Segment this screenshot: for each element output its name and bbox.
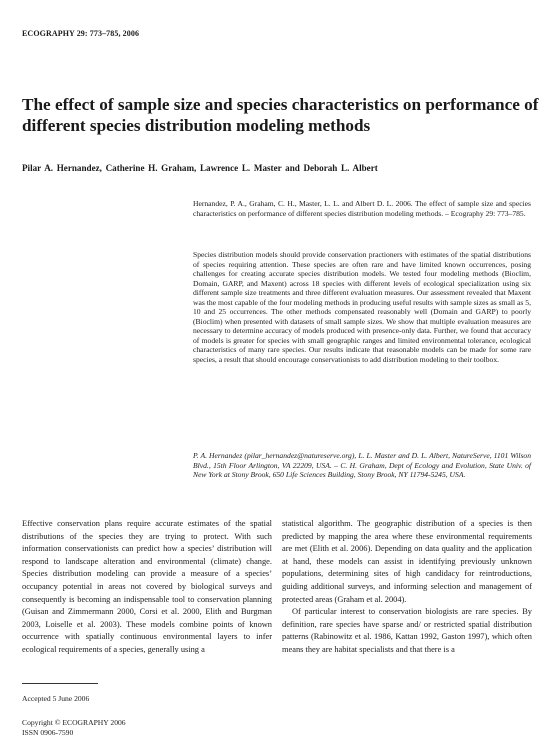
- journal-header: ECOGRAPHY 29: 773–785, 2006: [22, 29, 140, 38]
- body-column-left: [22, 518, 272, 657]
- author-list: Pilar A. Hernandez, Catherine H. Graham, Lawrence L. Master and Deborah L. Albert: [22, 163, 378, 173]
- body-paragraph: statistical algorithm. The geographic distribution of a species is then predicted by mapping the area where these environmental requirements are met (Elith et al. 2006). Depending on data quality and the application at hand, these models can assist in identifying previously unknown populations, determining sites of high candidacy for reintroductions, guiding additional surveys, and informing selection and management of protected areas (Graham et al. 2004).: [282, 519, 532, 604]
- footnote-divider: [22, 683, 98, 684]
- body-paragraph: Effective conservation plans require accurate estimates of the spatial distributions of the species they are trying to protect. With such information conservationists can predict how a species’ distribution will respond to landscape alteration and environmental (climate) change. Species distribution modeling can provide a measure of a species’ occupancy potential in areas not covered by biological surveys and consequently is becoming an indispensable tool to conservation planning (Guisan and Zimmermann 2000, Corsi et al. 2000, Elith and Burgman 2003, Loiselle et al. 2003). These models combine points of known occurrence with spatially continuous environmental layers to infer ecological requirements of a species, generally using a: [22, 519, 272, 654]
- article-title: The effect of sample size and species characteristics on performance of different species distribution modeling methods: [22, 95, 539, 135]
- body-paragraph: Of particular interest to conservation biologists are rare species. By definition, rare species have sparse and/ or restricted spatial distribution patterns (Rabinowitz et al. 1986, Kattan 1992, Gaston 1997), which often means they are habitat specialists and that there is a: [282, 607, 532, 654]
- author-address: P. A. Hernandez (pilar_hernandez@natureserve.org), L. L. Master and D. L. Albert, NatureServe, 1101 Wilson Blvd., 15th Floor Arlington, VA 22209, USA. – C. H. Graham, Dept of Ecology and Evolution, State Univ. of New York at Stony Brook, 650 Life Sciences Building, Stony Brook, NY 11794-5245, USA.: [193, 451, 531, 480]
- issn-number: ISSN 0906-7590: [22, 728, 74, 737]
- accepted-date: Accepted 5 June 2006: [22, 694, 90, 703]
- body-column-right: [282, 518, 532, 657]
- citation-block: Hernandez, P. A., Graham, C. H., Master, L. L. and Albert D. L. 2006. The effect of sample size and species characteristics on performance of different species distribution modeling methods. – Ecography 29: 773–785.: [193, 199, 531, 218]
- copyright-notice: Copyright © ECOGRAPHY 2006: [22, 718, 126, 727]
- abstract-block: Species distribution models should provide conservation practioners with estimates of the spatial distributions of species requiring attention. These species are often rare and have limited known occurrences, posing challenges for creating accurate species distribution models. We tested four modeling methods (Bioclim, Domain, GARP, and Maxent) across 18 species with different levels of ecological specialization using six different sample size treatments and three different evaluation measures. Our assessment revealed that Maxent was the most capable of the four modeling methods in producing useful results with sample sizes as small as 5, 10 and 25 occurrences. The other methods compensated reasonably well (Domain and GARP) to poorly (Bioclim) when presented with datasets of small sample sizes. We show that multiple evaluation measures are necessary to determine accuracy of models produced with presence-only data. Further, we found that accuracy of models is greater for species with small geographic ranges and limited environmental tolerance, ecological characteristics of many rare species. Our results indicate that reasonable models can be made for some rare species, a result that should encourage conservationists to add distribution modeling to their toolbox.: [193, 250, 531, 365]
